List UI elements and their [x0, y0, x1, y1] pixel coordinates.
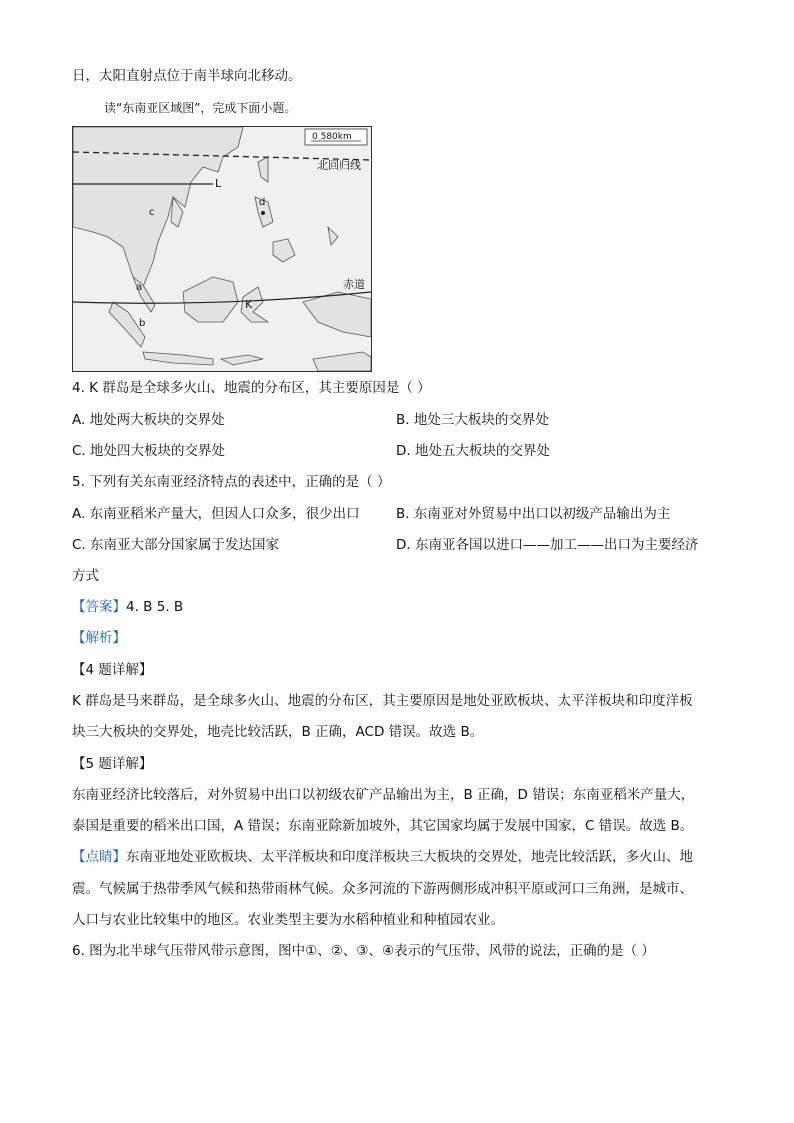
- label-d: d: [259, 197, 266, 208]
- map-caption: 读“东南亚区域图”，完成下面小题。: [104, 101, 297, 115]
- q5-option-c: C. 东南亚大部分国家属于发达国家: [72, 537, 280, 553]
- q5-stem: 5. 下列有关东南亚经济特点的表述中，正确的是（ ）: [72, 474, 391, 490]
- answer-line: [72, 597, 183, 617]
- detail5-line2: 泰国是重要的稻米出口国，A 错误；东南亚除新加坡外，其它国家均属于发展中国家，C 错误。故选 B。: [72, 818, 694, 834]
- q5-option-d-continued: 方式: [72, 568, 99, 584]
- point-line2: 震。气候属于热带季风气候和热带雨林气候。众多河流的下游两侧形成冲积平原或河口三角洲，是城市、: [72, 881, 693, 897]
- map-graphic: [73, 127, 371, 371]
- detail5-tag: 【5 题详解】: [72, 756, 153, 772]
- point-line1: [72, 847, 693, 867]
- q4-option-d: D. 地处五大板块的交界处: [396, 443, 550, 459]
- label-b: b: [139, 318, 146, 329]
- q4-stem: 4. K 群岛是全球多火山、地震的分布区，其主要原因是（ ）: [72, 380, 431, 396]
- q5-option-a: A. 东南亚稻米产量大，但因人口众多，很少出口: [72, 506, 360, 522]
- analysis-tag: 【解析】: [72, 630, 126, 646]
- equator-label: 赤道: [343, 278, 365, 291]
- q5-option-d: D. 东南亚各国以进口——加工——出口为主要经济: [396, 537, 699, 553]
- point-text-1: 东南亚地处亚欧板块、太平洋板块和印度洋板块三大板块的交界处，地壳比较活跃，多火山、地: [126, 849, 693, 865]
- detail4-tag: 【4 题详解】: [72, 662, 153, 678]
- southeast-asia-map: [72, 126, 372, 372]
- answer-tag: 【答案】: [72, 599, 126, 615]
- label-a: a: [136, 282, 143, 293]
- detail4-line2: 块三大板块的交界处，地壳比较活跃，B 正确，ACD 错误。故选 B。: [72, 724, 484, 740]
- answer-text: 4. B 5. B: [126, 599, 184, 615]
- point-tag: 【点睛】: [72, 849, 126, 865]
- label-L: L: [215, 177, 222, 190]
- label-c: c: [149, 207, 155, 218]
- point-line3: 人口与农业比较集中的地区。农业类型主要为水稻种植业和种植园农业。: [72, 912, 504, 928]
- q4-option-b: B. 地处三大板块的交界处: [396, 412, 549, 428]
- detail4-line1: K 群岛是马来群岛，是全球多火山、地震的分布区，其主要原因是地处亚欧板块、太平洋板块和印度洋板: [72, 693, 693, 709]
- q6-stem: 6. 图为北半球气压带风带示意图，图中①、②、③、④表示的气压带、风带的说法，正确的是（ ）: [72, 943, 655, 959]
- q4-option-a: A. 地处两大板块的交界处: [72, 412, 225, 428]
- map-scale: 0 580km: [312, 132, 352, 142]
- intro-text: 日，太阳直射点位于南半球向北移动。: [72, 68, 302, 84]
- label-K: K: [245, 298, 253, 311]
- q5-option-b: B. 东南亚对外贸易中出口以初级产品输出为主: [396, 506, 671, 522]
- detail5-line1: 东南亚经济比较落后，对外贸易中出口以初级农矿产品输出为主，B 正确，D 错误；东南亚稻米产量大，: [72, 787, 695, 803]
- tropic-label: 北回归线: [317, 159, 361, 172]
- q4-option-c: C. 地处四大板块的交界处: [72, 443, 226, 459]
